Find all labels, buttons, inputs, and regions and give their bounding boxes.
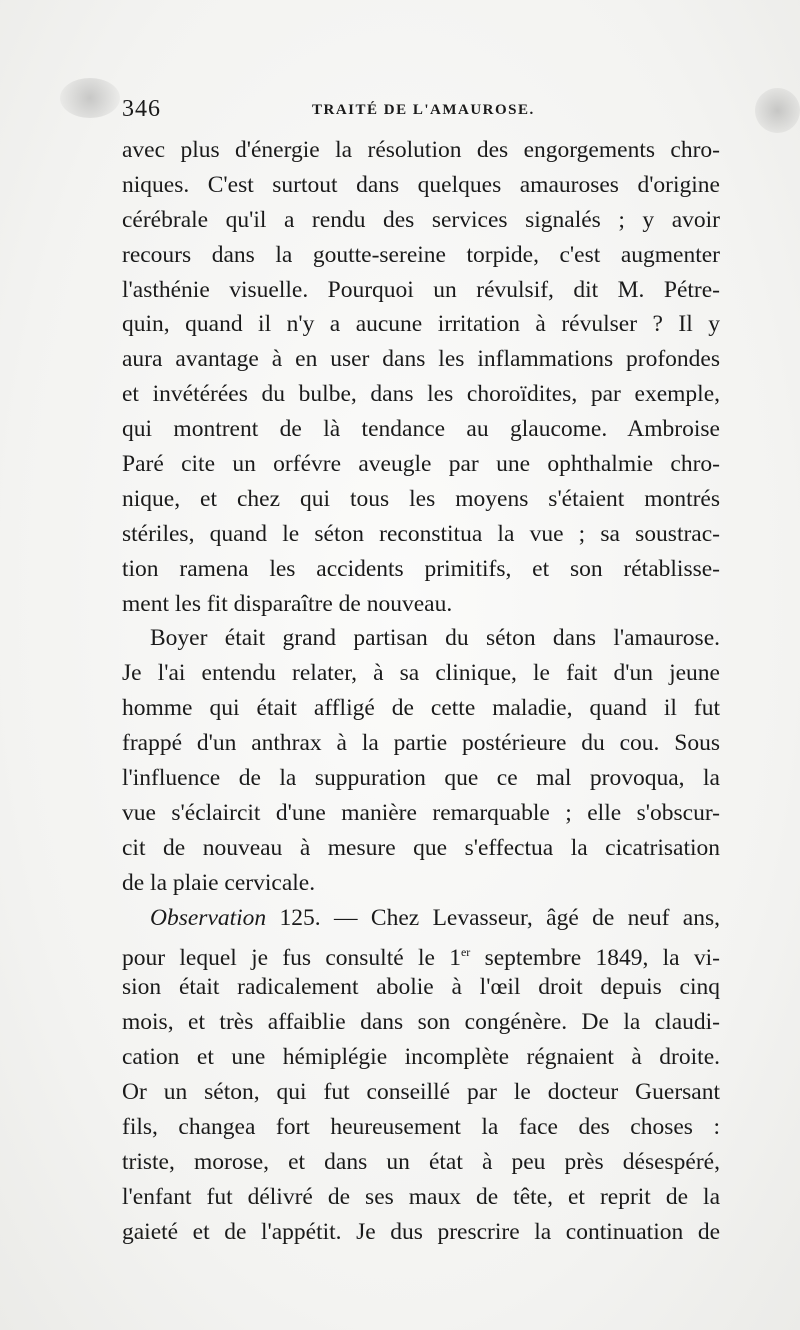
observation-label: Observation [150,904,267,931]
text-line: sion était radicalement abolie à l'œil droit depuis cinq [122,974,720,1001]
ink-smudge [755,88,800,133]
text-line: vue s'éclaircit d'une manière remarquable ; elle s'obscur- [122,799,720,826]
text-line: et invétérées du bulbe, dans les choroïdites, par exemple, [122,381,720,408]
body-text [122,133,720,1250]
text-line: cérébrale qu'il a rendu des services signalés ; y avoir [122,206,720,233]
running-title: TRAITÉ DE L'AMAUROSE. [312,102,535,118]
text-line: frappé d'un anthrax à la partie postérieure du cou. Sous [122,730,720,757]
text-line: l'enfant fut délivré de ses maux de tête, et reprit de la [122,1183,720,1210]
text-line: de la plaie cervicale. [122,869,316,896]
text-line: l'influence de la suppuration que ce mal provoqua, la [122,765,720,792]
text-line [122,935,720,970]
superscript: er [460,945,471,960]
text-line: Or un séton, qui fut conseillé par le docteur Guersant [122,1079,720,1106]
observation-heading-rest: 125. — Chez Levasseur, âgé de neuf ans, [266,904,720,931]
text-line: triste, morose, et dans un état à peu près désespéré, [122,1148,720,1175]
text-line: nique, et chez qui tous les moyens s'étaient montrés [122,485,720,512]
paragraph-1 [122,133,720,621]
ink-smudge [60,78,120,118]
text-line: niques. C'est surtout dans quelques amauroses d'origine [122,171,720,198]
text-line: ment les fit disparaître de nouveau. [122,590,453,617]
text-line: aura avantage à en user dans les inflammations profondes [122,346,720,373]
text-line: Paré cite un orfévre aveugle par une ophthalmie chro- [122,451,720,478]
text-line: homme qui était affligé de cette maladie, quand il fut [122,695,720,722]
text-line: Je l'ai entendu relater, à sa clinique, le fait d'un jeune [122,660,720,687]
page-number: 346 [122,96,161,122]
text-line: Boyer était grand partisan du séton dans l'amaurose. [150,625,720,652]
text-line: cation et une hémiplégie incomplète régnaient à droite. [122,1044,720,1071]
paragraph-observation [122,901,720,1250]
text-line: quin, quand il n'y a aucune irritation à révulser ? Il y [122,311,720,338]
paragraph-2 [122,621,720,900]
text-segment: pour lequel je fus consulté le 1 [122,945,461,971]
text-line: tion ramena les accidents primitifs, et son rétablisse- [122,555,720,582]
text-line: fils, changea fort heureusement la face des choses : [122,1113,720,1140]
text-line: stériles, quand le séton reconstitua la vue ; sa soustrac- [122,520,720,547]
text-line: qui montrent de là tendance au glaucome. Ambroise [122,416,720,443]
text-line: l'asthénie visuelle. Pourquoi un révulsif, dit M. Pétre- [122,276,720,303]
text-line: avec plus d'énergie la résolution des engorgements chro- [122,137,720,163]
text-line: recours dans la goutte-sereine torpide, c'est augmenter [122,241,720,268]
text-line: cit de nouveau à mesure que s'effectua la cicatrisation [122,834,720,861]
text-line [122,901,720,936]
page-header [122,96,722,126]
text-segment: septembre 1849, la vi- [470,945,720,971]
text-line: gaieté et de l'appétit. Je dus prescrire la continuation de [122,1218,720,1245]
text-line: mois, et très affaiblie dans son congénère. De la claudi- [122,1009,720,1036]
